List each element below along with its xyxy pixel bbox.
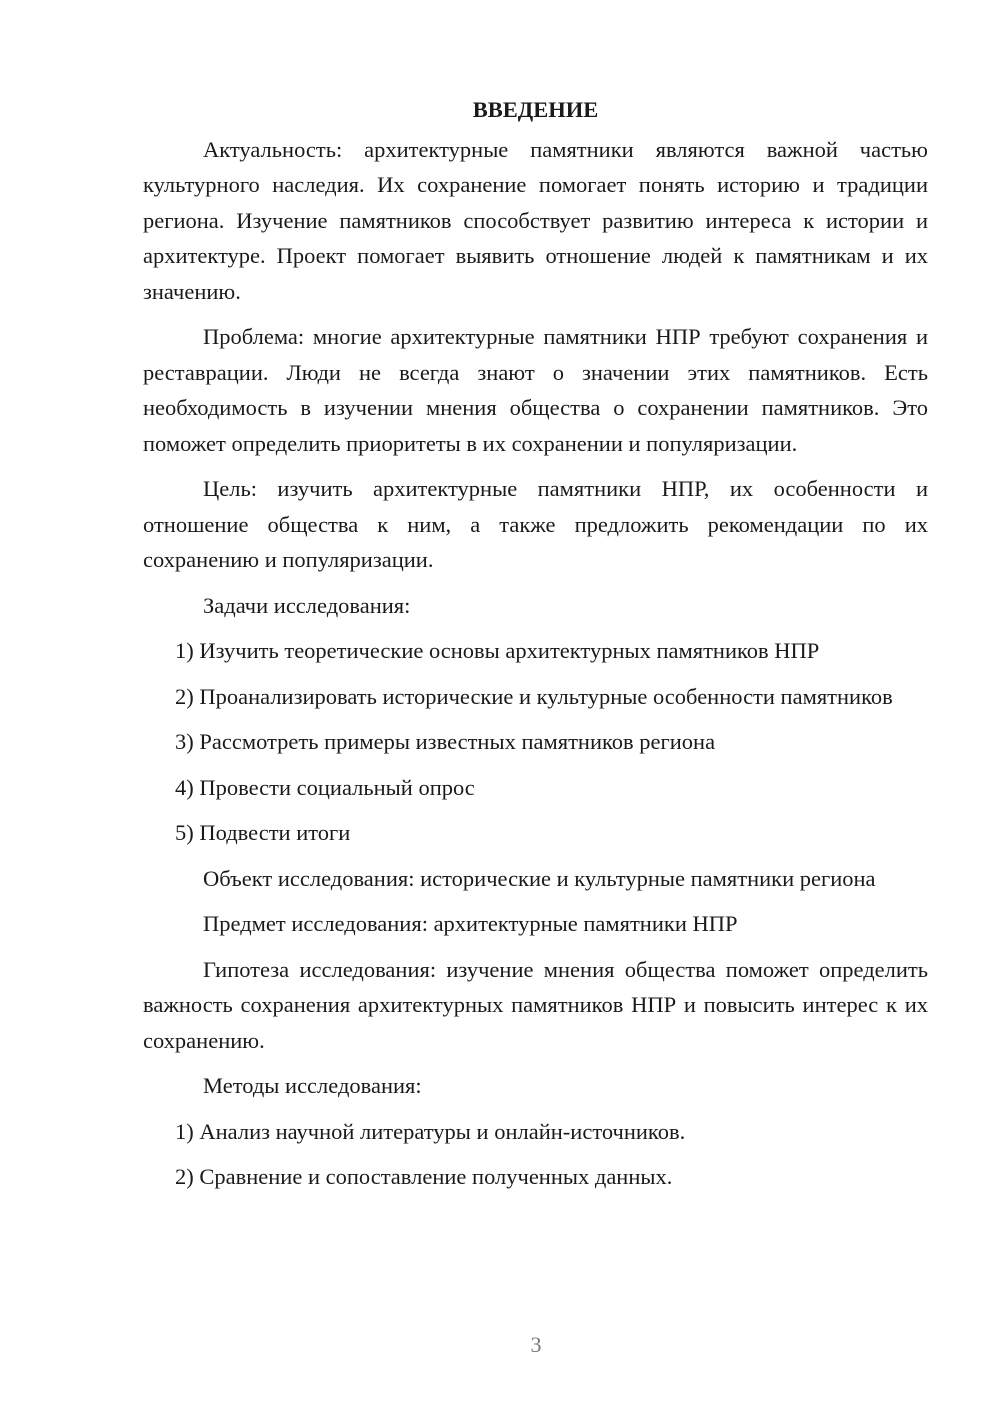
task-item-1: 1) Изучить теоретические основы архитектурных памятников НПР [175,638,820,663]
problem-paragraph: Проблема: многие архитектурные памятники НПР требуют сохранения и реставрации. Люди не всегда знают о значении этих памятников. Есть необходимость в изучении мнения общества о сохранении памятников. Это поможет определить приоритеты в их сохранении и популяризации. [143,324,928,456]
task-item-5: 5) Подвести итоги [175,820,351,845]
hypothesis-paragraph: Гипотеза исследования: изучение мнения общества поможет определить важность сохранения архитектурных памятников НПР и повысить интерес к их сохранению. [143,956,928,1053]
goal-paragraph: Цель: изучить архитектурные памятники НПР, их особенности и отношение общества к ним, а также предложить рекомендации по их сохранению и популяризации. [143,476,928,572]
relevance-paragraph: Актуальность: архитектурные памятники являются важной частью культурного наследия. Их сохранение помогает понять историю и традиции региона. Изучение памятников способствует развитию интереса к истории и архитектуре. Проект помогает выявить отношение людей к памятникам и их значению. [143,136,928,304]
page-number: 3 [530,1332,542,1357]
methods-heading: Методы исследования: [203,1073,422,1098]
task-item-3: 3) Рассмотреть примеры известных памятников региона [175,729,716,754]
subject-paragraph: Предмет исследования: архитектурные памятники НПР [203,911,738,936]
section-title: ВВЕДЕНИЕ [472,97,599,122]
object-paragraph: Объект исследования: исторические и культурные памятники региона [203,865,876,891]
method-item-2: 2) Сравнение и сопоставление полученных данных. [175,1164,673,1189]
task-item-4: 4) Провести социальный опрос [175,774,475,800]
page-content [143,92,928,1205]
task-item-2: 2) Проанализировать исторические и культурные особенности памятников [175,683,893,709]
tasks-heading: Задачи исследования: [203,592,411,618]
method-item-1: 1) Анализ научной литературы и онлайн-источников. [175,1118,686,1144]
